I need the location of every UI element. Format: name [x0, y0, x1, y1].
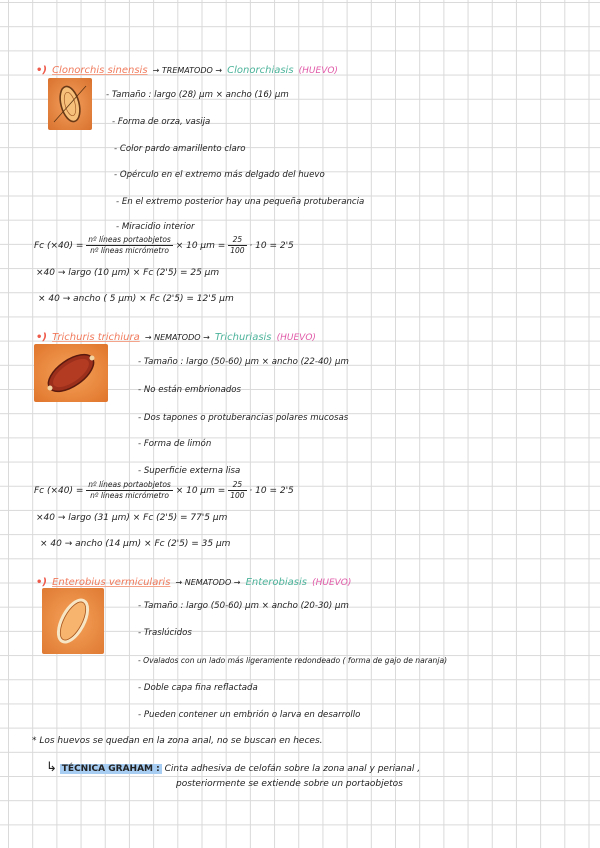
trichuris-calc-ancho: × 40 → ancho (14 μm) × Fc (2'5) = 35 μm [40, 539, 231, 549]
fraction-numerator: 25 [228, 480, 246, 491]
clonorchis-feature-6: - Miracidio interior [116, 222, 195, 232]
enterobius-feature-4: - Doble capa fina reflactada [138, 683, 258, 693]
phylum: → NEMATODO → [144, 333, 210, 342]
disease-name: Enterobiasis [245, 577, 307, 588]
graham-technique [46, 760, 420, 775]
fc-value-fraction [228, 235, 246, 256]
clonorchis-feature-5: - En el extremo posterior hay una pequeña protuberancia [116, 197, 365, 207]
clonorchis-feature-4: - Opérculo en el extremo más delgado del huevo [114, 170, 325, 180]
enterobius-egg-image [42, 588, 104, 654]
clonorchis-fc-formula [34, 235, 294, 256]
fraction-numerator: nº líneas portaobjetos [88, 235, 171, 244]
trichuris-feature-1: - Tamaño : largo (50-60) μm × ancho (22-40) μm [138, 357, 349, 367]
species-name: Trichuris trichiura [52, 332, 140, 343]
clonorchis-feature-3: - Color pardo amarillento claro [114, 144, 246, 154]
fc-fraction [86, 480, 173, 501]
enterobius-feature-5: - Pueden contener un embrión o larva en desarrollo [138, 710, 361, 720]
trichuris-calc-largo: ×40 → largo (31 μm) × Fc (2'5) = 77'5 μm [36, 513, 228, 523]
section-trichuris-heading [36, 325, 316, 344]
trichuris-feature-5: - Superficie externa lisa [138, 466, 241, 476]
enterobius-feature-2: - Traslúcidos [138, 628, 192, 638]
disease-name: Clonorchiasis [227, 65, 294, 76]
trichuris-fc-formula [34, 480, 294, 501]
phylum: → NEMATODO → [175, 578, 241, 587]
section-clonorchis-heading [36, 58, 338, 77]
fraction-denominator: nº líneas micrómetro [90, 246, 169, 255]
disease-name: Trichuriasis [214, 332, 272, 343]
trichuris-feature-4: - Forma de limón [138, 439, 212, 449]
fc-result: · 10 = 2'5 [249, 486, 294, 496]
technique-text-line2: posteriormente se extiende sobre un portaobjetos [176, 779, 403, 789]
fc-multiplier: × 10 μm = [175, 486, 226, 496]
trichuris-egg-image [34, 344, 108, 402]
bullet: •) [36, 65, 47, 76]
clonorchis-egg-image [48, 78, 92, 130]
fc-label: Fc (×40) = [34, 486, 84, 496]
sample-type: (HUEVO) [312, 578, 352, 588]
sample-type: (HUEVO) [298, 66, 338, 76]
clonorchis-feature-2: - Forma de orza, vasija [112, 117, 211, 127]
arrow-icon: ↳ [46, 760, 57, 775]
trichuris-feature-3: - Dos tapones o protuberancias polares mucosas [138, 413, 349, 423]
anal-zone-note: * Los huevos se quedan en la zona anal, no se buscan en heces. [32, 736, 323, 746]
technique-text-line1: Cinta adhesiva de celofán sobre la zona anal y perianal , [164, 764, 421, 774]
enterobius-feature-3: - Ovalados con un lado más ligeramente redondeado ( forma de gajo de naranja) [138, 656, 448, 665]
fraction-denominator: nº líneas micrómetro [90, 491, 169, 500]
fc-fraction [86, 235, 173, 256]
species-name: Enterobius vermicularis [52, 577, 171, 588]
fraction-numerator: nº líneas portaobjetos [88, 480, 171, 489]
fc-value-fraction [228, 480, 246, 501]
enterobius-feature-1: - Tamaño : largo (50-60) μm × ancho (20-30) μm [138, 601, 349, 611]
species-name: Clonorchis sinensis [52, 65, 148, 76]
clonorchis-calc-largo: ×40 → largo (10 μm) × Fc (2'5) = 25 μm [36, 268, 220, 278]
clonorchis-calc-ancho: × 40 → ancho ( 5 μm) × Fc (2'5) = 12'5 μm [38, 294, 234, 304]
bullet: •) [36, 332, 47, 343]
clonorchis-feature-1: - Tamaño : largo (28) μm × ancho (16) μm [106, 90, 289, 100]
phylum: → TREMATODO → [152, 66, 223, 75]
bullet: •) [36, 577, 47, 588]
technique-label: TÉCNICA GRAHAM : [61, 764, 160, 774]
trichuris-feature-2: - No están embrionados [138, 385, 242, 395]
fraction-numerator: 25 [228, 235, 246, 246]
fc-label: Fc (×40) = [34, 241, 84, 251]
fraction-denominator: 100 [230, 246, 245, 255]
sample-type: (HUEVO) [276, 333, 316, 343]
section-enterobius-heading [36, 570, 351, 589]
fc-result: · 10 = 2'5 [249, 241, 294, 251]
fraction-denominator: 100 [230, 491, 245, 500]
fc-multiplier: × 10 μm = [175, 241, 226, 251]
